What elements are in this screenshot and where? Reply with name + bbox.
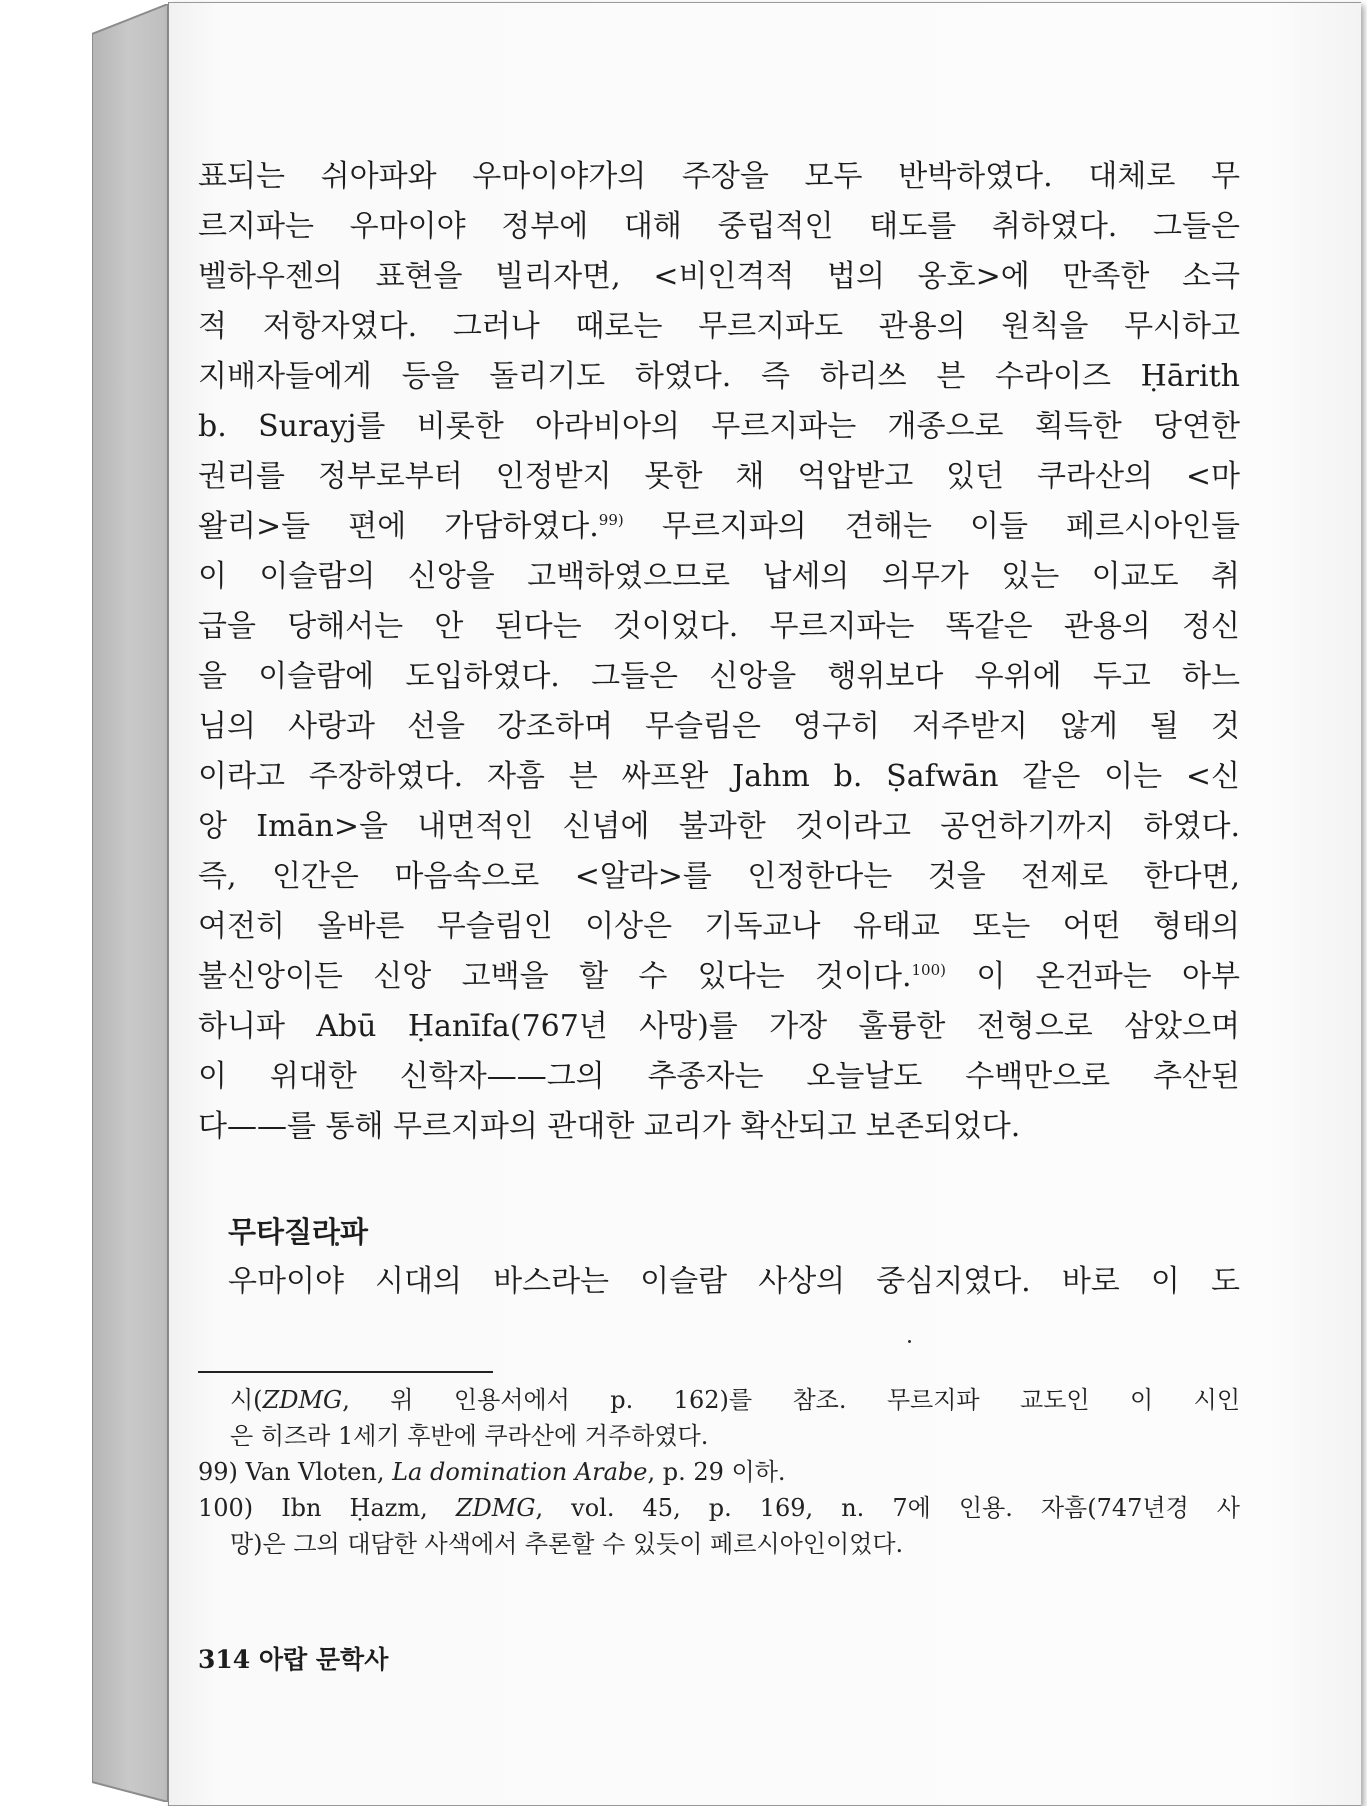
footnotes — [198, 1382, 1240, 1562]
text-line: 앙 Imān>을 내면적인 신념에 불과한 것이라고 공언하기까지 하였다. — [198, 809, 1240, 844]
book-spine-shape — [92, 4, 170, 1802]
footnote-100 — [198, 1490, 1240, 1526]
note-text: , p. 29 이하. — [647, 1458, 786, 1486]
text-line: b. Surayj를 비롯한 아라비아의 무르지파는 개종으로 획득한 당연한 — [198, 409, 1240, 444]
note-text: , 위 인용서에서 p. 162)를 참조. 무르지파 교도인 이 시인 — [342, 1386, 1240, 1414]
text-line: 님의 사랑과 선을 강조하며 무슬림은 영구히 저주받지 않게 될 것 — [198, 709, 1240, 744]
text-line: 여전히 올바른 무슬림인 이상은 기독교나 유태교 또는 어떤 형태의 — [198, 909, 1240, 944]
footnote-100-continuation: 망)은 그의 대담한 사색에서 추론할 수 있듯이 페르시아인이었다. — [230, 1530, 904, 1558]
main-paragraph — [198, 152, 1240, 1152]
text-line: 벨하우젠의 표현을 빌리자면, <비인격적 법의 옹호>에 만족한 소극 — [198, 259, 1240, 294]
text-line: 지배자들에게 등을 돌리기도 하였다. 즉 하리쓰 븐 수라이즈 Ḥārith — [198, 359, 1240, 394]
text-line: 즉, 인간은 마음속으로 <알라>를 인정한다는 것을 전제로 한다면, — [198, 859, 1240, 894]
text-fragment: 이 온건파는 아부 — [945, 959, 1240, 994]
note-italic: ZDMG — [455, 1494, 536, 1522]
text-line: 표되는 쉬아파와 우마이야가의 주장을 모두 반박하였다. 대체로 무 — [198, 159, 1240, 194]
note-italic: ZDMG — [262, 1386, 343, 1414]
footnote-continuation — [198, 1382, 1240, 1418]
footnote-ref-99: 99) — [598, 511, 624, 529]
text-line: 이 이슬람의 신앙을 고백하였으므로 납세의 의무가 있는 이교도 취 — [198, 559, 1240, 594]
note-text: , vol. 45, p. 169, n. 7에 인용. 자흠(747년경 사 — [535, 1494, 1240, 1522]
book-spine — [92, 4, 170, 1802]
text-line: 이라고 주장하였다. 자흠 븐 싸프완 Jahm b. Ṣafwān 같은 이는 <신 — [198, 759, 1240, 794]
footnote-rule — [198, 1371, 493, 1373]
text-line: 이 위대한 신학자——그의 추종자는 오늘날도 수백만으로 추산된 — [198, 1059, 1240, 1094]
text-line: 권리를 정부로부터 인정받지 못한 채 억압받고 있던 쿠라산의 <마 — [198, 459, 1240, 494]
section-heading: 무타질라파 — [228, 1215, 369, 1249]
footnote-99 — [198, 1454, 1240, 1490]
text-line: 다——를 통해 무르지파의 관대한 교리가 확산되고 보존되었다. — [198, 1109, 1021, 1144]
text-line: 하니파 Abū Ḥanīfa(767년 사망)를 가장 훌륭한 전형으로 삼았으며 — [198, 1009, 1240, 1044]
text-fragment: 왈리>들 편에 가담하였다. — [198, 509, 599, 544]
text-fragment: 불신앙이든 신앙 고백을 할 수 있다는 것이다. — [198, 959, 912, 994]
speck — [908, 1340, 911, 1343]
text-line: 을 이슬람에 도입하였다. 그들은 신앙을 행위보다 우위에 두고 하느 — [198, 659, 1240, 694]
text-line-with-note-100 — [198, 952, 1240, 1002]
text-line: 르지파는 우마이야 정부에 대해 중립적인 태도를 취하였다. 그들은 — [198, 209, 1240, 244]
page-number-and-title: 314 아랍 문학사 — [198, 1645, 389, 1674]
text-fragment: 무르지파의 견해는 이들 페르시아인들 — [623, 509, 1241, 544]
note-text: 시( — [230, 1386, 263, 1414]
text-line: 급을 당해서는 안 된다는 것이었다. 무르지파는 똑같은 관용의 정신 — [198, 609, 1240, 644]
note-text: 99) Van Vloten, — [198, 1458, 393, 1486]
note-text: 100) Ibn Ḥazm, — [198, 1494, 456, 1522]
text-line-with-note-99 — [198, 502, 1240, 552]
note-italic: La domination Arabe — [392, 1458, 648, 1486]
section-first-line: 우마이야 시대의 바스라는 이슬람 사상의 중심지였다. 바로 이 도 — [228, 1264, 1240, 1299]
footnote-continuation: 은 히즈라 1세기 후반에 쿠라산에 거주하였다. — [230, 1422, 709, 1450]
footnote-ref-100: 100) — [911, 961, 946, 979]
text-line: 적 저항자였다. 그러나 때로는 무르지파도 관용의 원칙을 무시하고 — [198, 309, 1240, 344]
